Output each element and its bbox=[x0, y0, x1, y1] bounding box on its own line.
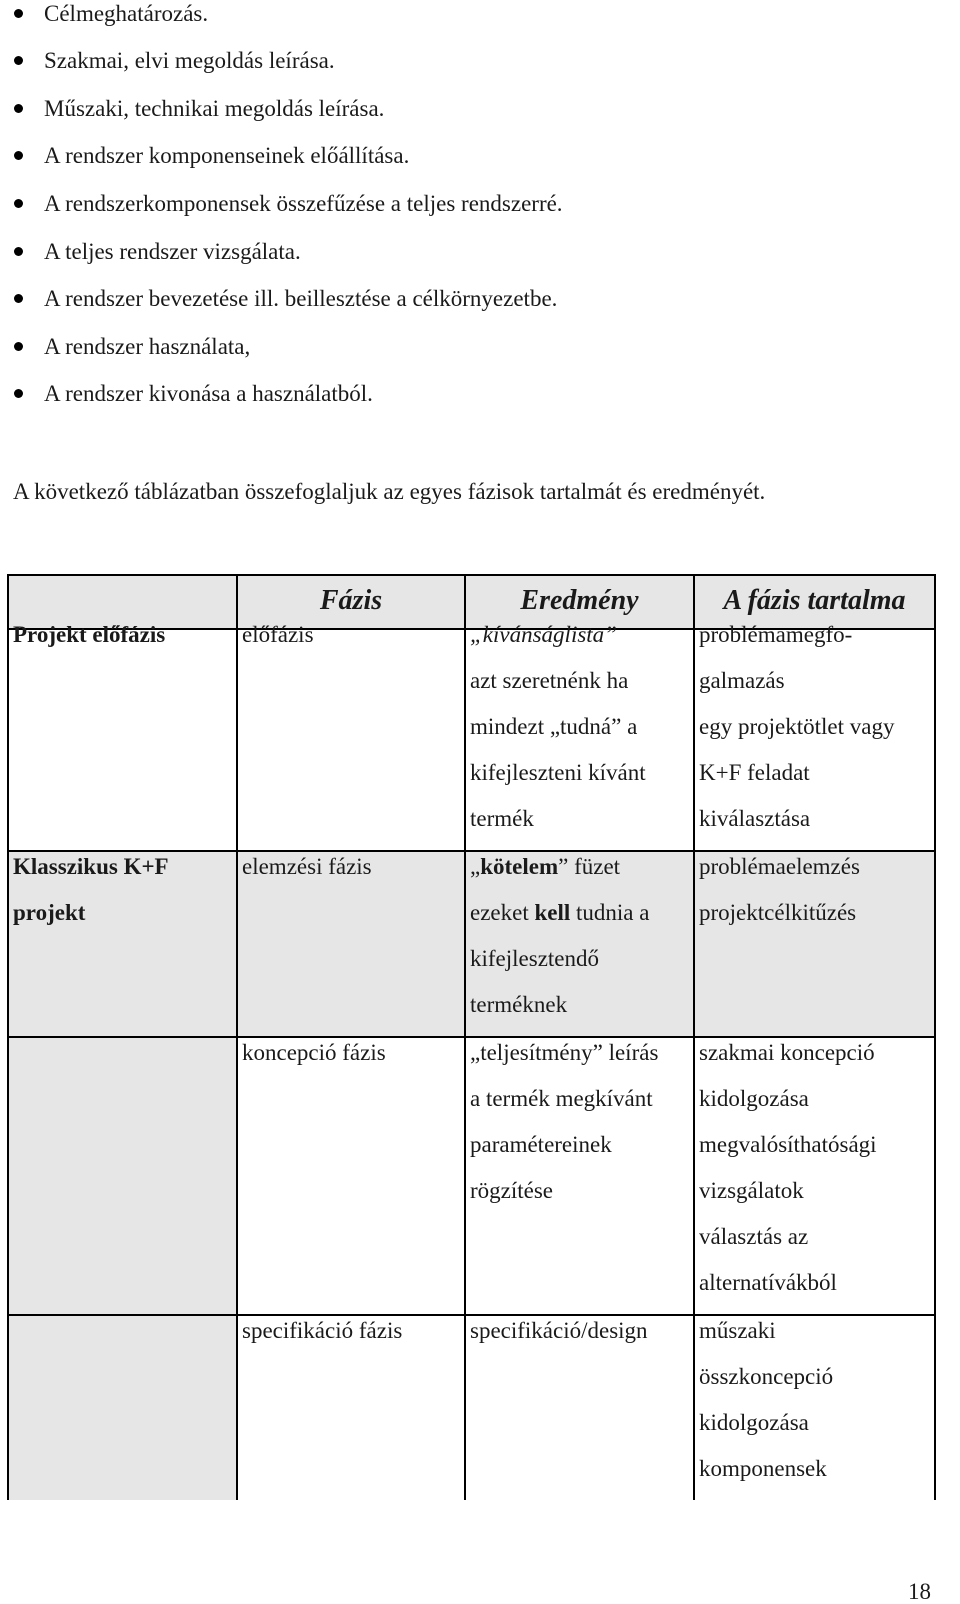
bullet-item bbox=[14, 85, 384, 131]
row-divider bbox=[7, 850, 936, 852]
bullet-item bbox=[14, 323, 250, 369]
result-text: ezeket bbox=[470, 900, 535, 925]
phase-table bbox=[7, 574, 957, 1534]
bullet-text: Célmeghatározás. bbox=[44, 0, 209, 26]
result-line: mindezt „tudná” a bbox=[470, 714, 638, 739]
content-line: problémamegfo- bbox=[699, 622, 853, 647]
bullet-item bbox=[14, 275, 557, 321]
bullet-dot-icon bbox=[14, 56, 23, 65]
group-label: Projekt előfázis bbox=[13, 622, 166, 647]
bullet-text: A rendszer használata, bbox=[44, 333, 251, 359]
content-line: kidolgozása bbox=[699, 1410, 809, 1435]
content-line: kiválasztása bbox=[699, 806, 811, 831]
bullet-dot-icon bbox=[14, 9, 23, 18]
result-title-quote: „ bbox=[470, 854, 481, 879]
result-title: „kívánságlista” bbox=[470, 622, 617, 647]
bullet-dot-icon bbox=[14, 199, 23, 208]
bullet-dot-icon bbox=[14, 151, 23, 160]
content-line: galmazás bbox=[699, 668, 785, 693]
group-bg-cell bbox=[7, 1314, 238, 1500]
result-line: a termék megkívánt bbox=[470, 1086, 653, 1111]
bullet-text: A rendszer kivonása a használatból. bbox=[44, 380, 373, 406]
bullet-item bbox=[14, 228, 301, 274]
result-line bbox=[470, 901, 649, 924]
content-line: vizsgálatok bbox=[699, 1178, 804, 1203]
col-divider bbox=[236, 574, 238, 1500]
result-text: tudnia a bbox=[570, 900, 650, 925]
col-divider bbox=[693, 574, 695, 1500]
bullet-dot-icon bbox=[14, 247, 23, 256]
content-line: műszaki bbox=[699, 1318, 776, 1343]
header-corner-cell bbox=[7, 574, 238, 628]
content-line: K+F feladat bbox=[699, 760, 810, 785]
header-result: Eredmény bbox=[520, 585, 639, 616]
result-line: rögzítése bbox=[470, 1178, 554, 1203]
col-divider bbox=[464, 574, 466, 1500]
row-divider bbox=[7, 1036, 936, 1038]
content-line: komponensek bbox=[699, 1456, 827, 1481]
bullet-text: A teljes rendszer vizsgálata. bbox=[44, 238, 301, 264]
phase-cell: koncepció fázis bbox=[242, 1040, 386, 1065]
bullet-dot-icon bbox=[14, 342, 23, 351]
result-title-rest: ” füzet bbox=[558, 854, 621, 879]
bullet-text: Műszaki, technikai megoldás leírása. bbox=[44, 95, 385, 121]
content-line: egy projektötlet vagy bbox=[699, 714, 895, 739]
bullet-item bbox=[14, 132, 409, 178]
bullet-item bbox=[14, 180, 563, 226]
phase-cell: specifikáció fázis bbox=[242, 1318, 403, 1343]
result-title bbox=[470, 855, 620, 878]
phase-cell: elemzési fázis bbox=[242, 854, 372, 879]
result-line: termék bbox=[470, 806, 534, 831]
content-line: problémaelemzés bbox=[699, 854, 860, 879]
table-border-right bbox=[934, 574, 936, 1500]
result-line: specifikáció/design bbox=[470, 1318, 648, 1343]
group-label: projekt bbox=[13, 900, 86, 925]
result-line: azt szeretnénk ha bbox=[470, 668, 629, 693]
page-number: 18 bbox=[908, 1579, 931, 1604]
result-text-bold: kell bbox=[534, 900, 571, 925]
bullet-item bbox=[14, 370, 373, 416]
bullet-text: A rendszer komponenseinek előállítása. bbox=[44, 142, 410, 168]
header-content: A fázis tartalma bbox=[723, 585, 906, 616]
bullet-item bbox=[14, 37, 335, 83]
content-line: megvalósíthatósági bbox=[699, 1132, 877, 1157]
row-divider bbox=[7, 1314, 936, 1316]
content-line: projektcélkitűzés bbox=[699, 900, 857, 925]
content-line: választás az bbox=[699, 1224, 809, 1249]
bullet-dot-icon bbox=[14, 294, 23, 303]
result-line: terméknek bbox=[470, 992, 568, 1017]
content-line: összkoncepció bbox=[699, 1364, 834, 1389]
group-label: Klasszikus K+F bbox=[13, 854, 169, 879]
bullet-text: Szakmai, elvi megoldás leírása. bbox=[44, 47, 335, 73]
result-line: „teljesítmény” leírás bbox=[470, 1040, 659, 1065]
bullet-text: A rendszer bevezetése ill. beillesztése a célkörnyezetbe. bbox=[44, 285, 558, 311]
result-line: kifejleszteni kívánt bbox=[470, 760, 646, 785]
col-divider bbox=[7, 574, 9, 1500]
header-phase: Fázis bbox=[319, 585, 383, 616]
result-line: paramétereinek bbox=[470, 1132, 612, 1157]
result-title-bold: kötelem bbox=[480, 854, 559, 879]
bullet-text: A rendszerkomponensek összefűzése a teljes rendszerré. bbox=[44, 190, 563, 216]
content-line: kidolgozása bbox=[699, 1086, 809, 1111]
bullet-item bbox=[14, 0, 208, 36]
bullet-dot-icon bbox=[14, 104, 23, 113]
group-bg-cell bbox=[7, 1036, 238, 1314]
content-line: szakmai koncepció bbox=[699, 1040, 875, 1065]
content-line: alternatívákból bbox=[699, 1270, 837, 1295]
phase-cell: előfázis bbox=[242, 622, 314, 647]
bullet-dot-icon bbox=[14, 389, 23, 398]
result-line: kifejlesztendő bbox=[470, 946, 600, 971]
intro-paragraph: A következő táblázatban összefoglaljuk az egyes fázisok tartalmát és eredményét. bbox=[13, 479, 766, 504]
